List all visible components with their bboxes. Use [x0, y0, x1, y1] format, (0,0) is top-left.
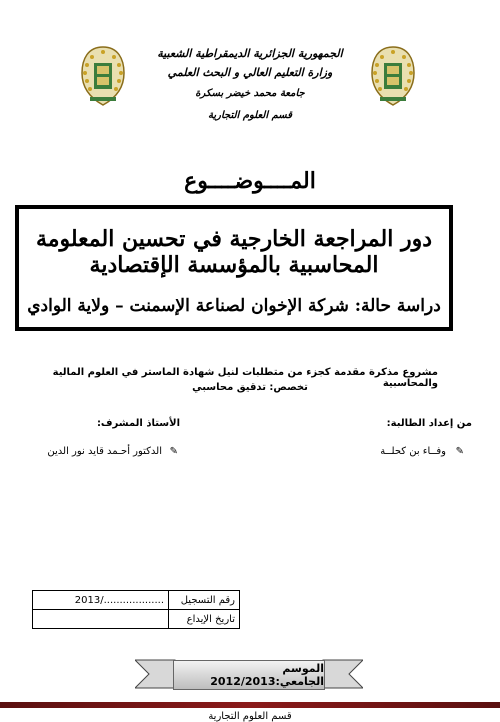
- pen-icon: ✎: [455, 446, 464, 457]
- case-study-subtitle: دراسة حالة: شركة الإخوان لصناعة الإسمنت – ولاية الوادي: [27, 296, 441, 316]
- title-box: [15, 205, 453, 331]
- student-name: وفــاء بن كحلــة: [380, 446, 446, 457]
- deposit-date-value: [33, 610, 169, 629]
- student-label: من إعداد الطالبة:: [386, 418, 472, 429]
- registration-number-label: رقم التسجيل: [169, 591, 240, 610]
- season-banner: [135, 654, 363, 694]
- footer-bar: [0, 702, 500, 708]
- supervisor-name: الدكتور أحـمد قايد نور الدين: [47, 446, 162, 457]
- header-republic: الجمهورية الجزائرية الديمقراطية الشعبية: [157, 47, 343, 60]
- academic-year: الموسم الجامعي:2012/2013: [173, 660, 325, 690]
- registration-table: [32, 590, 240, 629]
- table-row: [33, 591, 240, 610]
- specialty: تخصص: تدقيق محاسبي: [192, 382, 308, 393]
- subject-heading: المــــوضــــوع: [184, 168, 316, 194]
- header-ministry: وزارة التعليم العالي و البحث العلمي: [167, 66, 333, 79]
- thesis-title: دور المراجعة الخارجية في تحسين المعلومة المحاسبية بالمؤسسة الإقتصادية: [35, 226, 433, 278]
- header-university: جامعة محمد خيضر بسكرة: [195, 88, 305, 99]
- deposit-date-label: تاريخ الإيداع: [169, 610, 240, 629]
- project-description: مشروع مذكرة مقدمة كجزء من متطلبات لنيل شهادة الماستر في العلوم المالية والمحاسبية: [52, 367, 438, 389]
- header-department: قسم العلوم التجارية: [208, 110, 292, 121]
- registration-number-value: 2013/...................: [33, 591, 169, 610]
- footer-department: قسم العلوم التجارية: [208, 711, 292, 722]
- table-row: [33, 610, 240, 629]
- supervisor-label: الأستاذ المشرف:: [96, 418, 180, 429]
- pen-icon: ✎: [169, 446, 178, 457]
